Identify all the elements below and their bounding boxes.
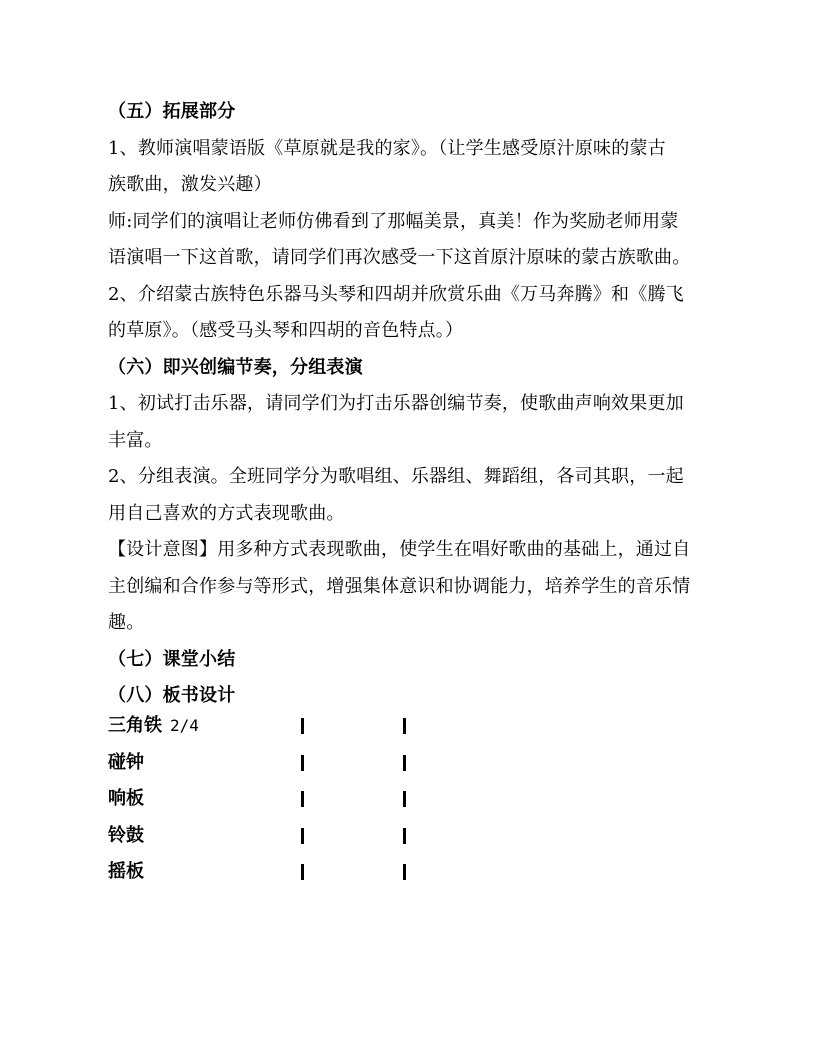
board-design-table xyxy=(108,708,708,891)
paragraph-line: 1、教师演唱蒙语版《草原就是我的家》。（让学生感受原汁原味的蒙古 xyxy=(108,137,666,159)
time-signature: 2/4 xyxy=(170,716,199,735)
board-row-label xyxy=(108,745,144,782)
board-row-label xyxy=(108,818,144,855)
section-heading-extension: （五）拓展部分 xyxy=(108,101,236,122)
barline xyxy=(301,755,304,771)
board-row-triangle xyxy=(108,708,708,745)
instrument-name: 碰钟 xyxy=(108,751,144,773)
barline xyxy=(301,864,304,880)
paragraph-line: 族歌曲，激发兴趣） xyxy=(108,174,272,195)
document-body xyxy=(108,94,708,715)
instrument-name: 响板 xyxy=(108,788,144,809)
barline xyxy=(301,828,304,844)
paragraph-line: 主创编和合作参与等形式，增强集体意识和协调能力，培养学生的音乐情 xyxy=(108,575,691,597)
instrument-name: 摇板 xyxy=(108,861,144,882)
paragraph-line: 【设计意图】用多种方式表现歌曲，使学生在唱好歌曲的基础上，通过自 xyxy=(108,539,691,560)
paragraph-line: 的草原》。（感受马头琴和四胡的音色特点。） xyxy=(108,320,464,341)
paragraph-line: 师:同学们的演唱让老师仿佛看到了那幅美景，真美！作为奖励老师用蒙 xyxy=(108,210,679,232)
board-row-bell xyxy=(108,745,708,782)
barline xyxy=(403,755,406,771)
instrument-name: 三角铁 xyxy=(108,715,162,736)
barline xyxy=(403,828,406,844)
barline xyxy=(301,791,304,807)
section-heading-summary: （七）课堂小结 xyxy=(108,648,236,670)
section-heading-rhythm: （六）即兴创编节奏，分组表演 xyxy=(108,356,363,378)
paragraph-line: 语演唱一下这首歌，请同学们再次感受一下这首原汁原味的蒙古族歌曲。 xyxy=(108,247,691,268)
instrument-name: 铃鼓 xyxy=(108,824,144,846)
barline xyxy=(301,718,304,734)
paragraph-line: 2、介绍蒙古族特色乐器马头琴和四胡并欣赏乐曲《万马奔腾》和《腾飞 xyxy=(108,283,684,305)
barline xyxy=(403,864,406,880)
board-row-label xyxy=(108,854,144,891)
board-row-label xyxy=(108,708,199,745)
board-row-label xyxy=(108,781,144,818)
section-heading-board-design: （八）板书设计 xyxy=(108,685,236,706)
paragraph-line: 趣。 xyxy=(108,612,145,633)
barline xyxy=(403,718,406,734)
paragraph-line: 2、分组表演。全班同学分为歌唱组、乐器组、舞蹈组，各司其职，一起 xyxy=(108,466,684,487)
paragraph-line: 1、初试打击乐器，请同学们为打击乐器创编节奏，使歌曲声响效果更加 xyxy=(108,393,684,414)
paragraph-line: 丰富。 xyxy=(108,429,163,451)
board-row-shaker xyxy=(108,854,708,891)
board-row-tambourine xyxy=(108,818,708,855)
board-row-castanets xyxy=(108,781,708,818)
paragraph-line: 用自己喜欢的方式表现歌曲。 xyxy=(108,502,345,524)
barline xyxy=(403,791,406,807)
